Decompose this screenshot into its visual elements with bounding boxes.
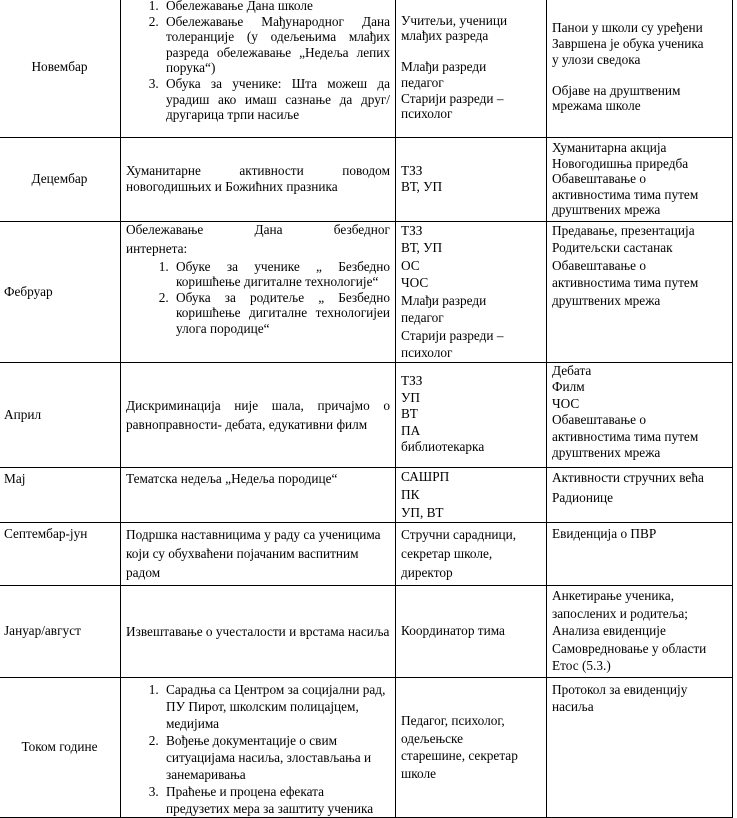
outcomes-cell bbox=[547, 137, 733, 221]
month-cell bbox=[0, 0, 121, 137]
text-line: мрежама школе bbox=[552, 98, 641, 114]
text-line: ВТ, УП bbox=[401, 179, 443, 194]
text-line: Протокол за евиденцију bbox=[552, 681, 688, 697]
text-line: Обавештавање о bbox=[552, 171, 646, 187]
table-row bbox=[0, 677, 733, 817]
responsible-cell bbox=[396, 137, 547, 221]
text-line: Старији разреди – bbox=[401, 327, 504, 343]
text-line: насиља bbox=[552, 699, 594, 714]
text-line: Новогодишња приредба bbox=[552, 155, 689, 171]
text-line: активностима тима путем bbox=[552, 275, 699, 290]
text-line: библиотекарка bbox=[401, 439, 485, 455]
text-line: ВТ bbox=[401, 406, 418, 422]
text-line: САШРП bbox=[401, 468, 450, 484]
activity-item: 2. Обука за родитеље „ Безбедно коришћење дигиталне технологијеи улога породице“ bbox=[172, 290, 390, 337]
text-line: друштвених мрежа bbox=[552, 445, 661, 460]
text-line: ПА bbox=[401, 422, 421, 438]
activities-cell bbox=[121, 585, 396, 677]
activity-text: Извештавање о учесталости и врстама насиља bbox=[126, 623, 390, 639]
outcomes-cell bbox=[547, 677, 733, 817]
activities-cell bbox=[121, 0, 396, 137]
blank-line bbox=[401, 44, 541, 60]
activities-cell bbox=[121, 467, 396, 522]
text-line: Млађи разреди bbox=[401, 59, 487, 75]
month-label: Јануар/август bbox=[4, 623, 81, 639]
month-label: Новембар bbox=[31, 59, 88, 75]
table-row bbox=[0, 0, 733, 137]
outcomes-cell bbox=[547, 585, 733, 677]
text-line: ВТ, УП bbox=[401, 240, 443, 255]
activity-item: 2. Обележавање Мађународног Дана толеранције (у одељењима млађих разреда обележавање „Недеља лепих порука“) bbox=[162, 14, 390, 76]
text-line: друштвених мрежа bbox=[552, 292, 661, 308]
text-line: Анализа евиденције bbox=[552, 623, 666, 639]
text-line: ТЗЗ bbox=[401, 373, 423, 389]
responsible-cell bbox=[396, 585, 547, 677]
month-label: Септембар-јун bbox=[4, 525, 88, 541]
text-line: млађих разреда bbox=[401, 28, 489, 44]
text-line: Радионице bbox=[552, 489, 614, 505]
month-cell bbox=[0, 137, 121, 221]
text-line: педагог bbox=[401, 75, 444, 91]
text-line: у улози сведока bbox=[552, 51, 641, 67]
activity-item: 3. Праћење и процена ефеката предузетих мера за заштиту ученика bbox=[162, 783, 390, 817]
month-cell bbox=[0, 522, 121, 585]
text-line: Активности стручних већа bbox=[552, 469, 704, 485]
activities-cell bbox=[121, 137, 396, 221]
text-line: Самовредновање у области bbox=[552, 640, 707, 656]
text-line: педагог bbox=[401, 310, 444, 325]
responsible-cell bbox=[396, 467, 547, 522]
text-line: ТЗЗ bbox=[401, 163, 423, 179]
text-line: ПК bbox=[401, 486, 420, 502]
text-line: Млађи разреди bbox=[401, 292, 487, 308]
text-line: Дебата bbox=[552, 362, 592, 378]
text-line: Родитељски састанак bbox=[552, 240, 673, 255]
month-cell bbox=[0, 585, 121, 677]
text-line: Педагог, психолог, bbox=[401, 713, 505, 728]
text-line: Старији разреди – bbox=[401, 90, 504, 106]
activity-text: Хуманитарне активности поводом новогодишњих и Божићних празника bbox=[126, 163, 390, 194]
activity-item: 2. Вођење документације о свим ситуацијама насиља, злостављања и занемаривања bbox=[162, 732, 390, 783]
activity-list bbox=[126, 0, 390, 123]
text-line: психолог bbox=[401, 106, 453, 122]
table-row bbox=[0, 522, 733, 585]
activities-cell bbox=[121, 677, 396, 817]
activity-text: Дискриминација није шала, причајмо о равноправности- дебата, едукативни филм bbox=[126, 397, 390, 432]
table-row bbox=[0, 467, 733, 522]
activity-intro-tail: интернета: bbox=[126, 241, 188, 257]
responsible-cell bbox=[396, 0, 547, 137]
activity-text: Тематска недеља „Недеља породице“ bbox=[126, 470, 338, 486]
text-line: Обавештавање о bbox=[552, 257, 646, 273]
responsible-cell bbox=[396, 362, 547, 467]
text-line: Објаве на друштвеним bbox=[552, 82, 681, 98]
month-cell bbox=[0, 677, 121, 817]
activity-list bbox=[126, 259, 390, 337]
text-line: одељењске bbox=[401, 730, 464, 746]
activity-text: Подршка наставницима у раду са ученицима који су обухваћени појачаним васпитним радом bbox=[126, 526, 381, 580]
activity-item: 1. Обуке за ученике „ Безбедно коришћење дигиталне технологије“ bbox=[172, 259, 390, 290]
text-line: Координатор тима bbox=[401, 623, 505, 639]
outcomes-cell bbox=[547, 0, 733, 137]
text-line: старешине, секретар bbox=[401, 748, 518, 763]
month-cell bbox=[0, 362, 121, 467]
activities-cell bbox=[121, 522, 396, 585]
month-cell bbox=[0, 221, 121, 362]
text-line: УП bbox=[401, 389, 421, 405]
responsible-cell bbox=[396, 221, 547, 362]
text-line: Евиденција о ПВР bbox=[552, 525, 657, 541]
table-row bbox=[0, 585, 733, 677]
text-line: школе bbox=[401, 765, 437, 781]
table-row bbox=[0, 221, 733, 362]
text-line: Хуманитарна акција bbox=[552, 140, 667, 156]
month-label: Децембар bbox=[31, 171, 88, 187]
text-line: секретар школе, bbox=[401, 545, 493, 561]
text-line: Предавање, презентација bbox=[552, 222, 695, 238]
text-line: психолог bbox=[401, 345, 453, 360]
text-line: Анкетирање ученика, bbox=[552, 588, 675, 604]
activities-cell bbox=[121, 221, 396, 362]
text-line: ЧОС bbox=[401, 275, 429, 290]
text-line: директор bbox=[401, 564, 453, 580]
text-line: ЧОС bbox=[552, 395, 580, 411]
text-line: ОС bbox=[401, 257, 420, 273]
text-line: запослених и родитеља; bbox=[552, 605, 688, 621]
activities-cell bbox=[121, 362, 396, 467]
outcomes-cell bbox=[547, 362, 733, 467]
text-line: УП, ВТ bbox=[401, 504, 444, 520]
month-label: Мај bbox=[4, 470, 26, 486]
activity-intro: Обележавање Дана безбедног bbox=[126, 221, 390, 237]
activity-item: 3. Обука за ученике: Шта можеш да урадиш ако имаш сазнање да друг/другарица трпи насиље bbox=[162, 76, 390, 123]
outcomes-cell bbox=[547, 522, 733, 585]
month-cell bbox=[0, 467, 121, 522]
text-line: Панои у школи су уређени bbox=[552, 20, 703, 36]
activity-item: 1. Сарадња са Центром за социјални рад, ПУ Пирот, школским полицајцем, медијима bbox=[162, 681, 390, 732]
text-line: друштвених мрежа bbox=[552, 202, 661, 218]
blank-line bbox=[552, 67, 727, 83]
text-line: Стручни сарадници, bbox=[401, 526, 517, 542]
text-line: активностима тима путем bbox=[552, 186, 699, 202]
text-line: Етос (5.3.) bbox=[552, 658, 611, 674]
responsible-cell bbox=[396, 522, 547, 585]
text-line: Филм bbox=[552, 379, 585, 394]
table-row bbox=[0, 137, 733, 221]
responsible-cell bbox=[396, 677, 547, 817]
outcomes-cell bbox=[547, 467, 733, 522]
table-row bbox=[0, 362, 733, 467]
activity-item: 1. Обележавање Дана школе bbox=[162, 0, 390, 14]
text-line: Учитељи, ученици bbox=[401, 12, 508, 28]
outcomes-cell bbox=[547, 221, 733, 362]
text-line: активностима тима путем bbox=[552, 428, 699, 444]
text-line: ТЗЗ bbox=[401, 222, 423, 238]
activity-list bbox=[126, 681, 390, 817]
text-line: Завршена је обука ученика bbox=[552, 36, 704, 52]
month-label: Април bbox=[4, 406, 42, 422]
text-line: Обавештавање о bbox=[552, 412, 646, 427]
month-label: Током године bbox=[21, 739, 98, 755]
month-label: Фебруар bbox=[4, 283, 53, 299]
